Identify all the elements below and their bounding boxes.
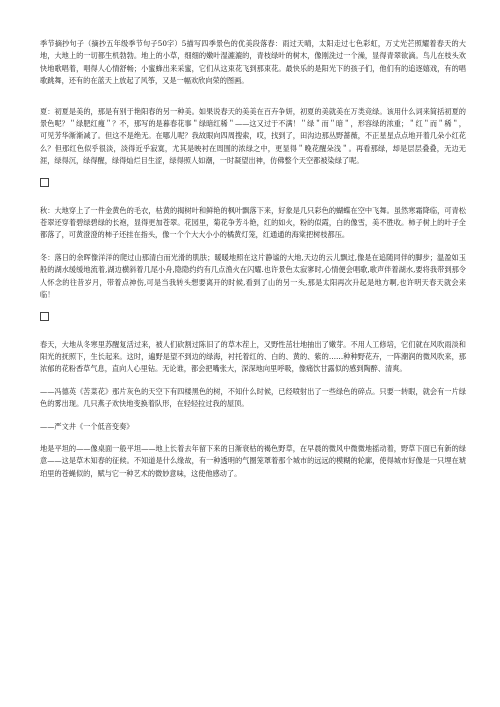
attribution-yan-wenjing: ——严文井《一个低音变奏》: [40, 421, 134, 431]
checkbox-icon[interactable]: [40, 312, 49, 321]
checkbox-icon[interactable]: [40, 178, 49, 187]
paragraph-winter: 冬：落日的余晖像洋洋的爬过山那清白而光滑的肌肤；暖暖地照在这片静谧的大地,天边的云儿飘过,像是在追随同伴的脚步；温盈如玉般的湖水缓缓地流着,湖边横斜着几尾小舟,隐隐约约有几点渔火在闪耀.也许景色太寂寥时,心情便会唱歌,歌声伴着湖水,要将我带到那令人怀念的往昔岁月，带着点神伤,可是当我转头想要离开的时候,看到了山的另一头,那是太阳再次升起是地方啊,也许明天春天就会来临！: [40, 252, 466, 300]
paragraph-plain: 地是平坦的——像桌面一般平坦——地上长着去年留下来的日渐衰枯的褐色野草，在早晨的微风中微微地摇动着，野草下面已有新的绿意——这是草木知春的征候。不知道是什么缘故，有一种透明的气圈笼罩着那个城市的远远的模糊的轮廓，使得城市好像是一只埋在琥珀里的苍蝇似的，赋与它一种艺术的微妙意味，这使他感动了。: [40, 443, 466, 478]
document-page: [40, 38, 466, 480]
paragraph-autumn: 秋：大地穿上了一件金黄色的毛衣，枯黄的揭树叶和鲜艳的枫叶飘落下来，好象是几只彩色的蝴蝶在空中飞舞。虽然寒霜降临，可青松苍翠还穿着碧绿碧绿的长袍，显得更加苍翠。花园里，菊花争芳斗艳，红的如火，粉的似霞，白的像雪，美不胜收。柿子树上的叶子全都落了，可黄澄澄的柿子还挂在指头，像一个个大大小小的橘黄灯笼，红通通的海棠把树枝都压。: [40, 205, 466, 240]
paragraph-summer: 夏：初夏是美的，那是有别于艳阳春的另一种美。如果说春天的美美在百卉争妍，初夏的美就美在万类竞绿。该用什么词来简括初夏的景色呢？＂绿肥红瘦＂？不，那写的是暮春花事＂绿暗红稀＂——这又过于不满！＂绿＂而＂暗＂，形容绿的浓重；＂红＂而＂稀＂，可见芳华渐渐减了。但这不是绝无。在哪儿呢？我故眼向四周搜索，哎，找到了，田沟边那丛野蔷薇，不正星星点点地开着几朵小红花么？但那红色似乎很淡，淡得近乎寂寞，尤其是映衬在周围的浓绿之中，更显得＂晚花醒朵浅＂。再看那绿，却是层层叠叠，无边无涯，绿得沉，绿得醒，绿得灿烂目生涩，绿得照人如潮，一时凝望出神，仿佛整个天空都被染绿了呢。: [40, 106, 466, 166]
paragraph-quote-feng: ——冯德英《苦菜花》那片灰色的天空下有四楼黑色的树，不知什么时候，已经喷射出了一些绿色的碎点。只要一转眼，就会有一片绿色的雾出现。几只燕子欢快地变换着队形，在轻轻拉过我的屋顶。: [40, 386, 466, 409]
paragraph-spring-quote: 春天，大地从冬寒里苏醒复活过来，被人们砍割过陈旧了的草木茬上，又野性茁壮地抽出了嫩芽。不用人工修培，它们就在风吹雨淡和阳光的抚照下，生长起来。这时，遍野是望不到边的绿海，衬托着红的、白的、黄的、紫的……种种野花卉，一阵潮润的微风吹来，那浓郁的花粉香草气息，直向人心里钻。无论谁，都会把嘴张大，深深地向里呼吸，像痛饮甘露似的感到陶醉、清爽。: [40, 339, 466, 374]
paragraph-spring-intro: 季节摘抄句子（摘抄五年级季节句子50字）5描写四季景色的优美段落春：雨过天晴，太阳走过七色彩虹，万丈光芒照耀着春天的大地，大地上的一切都生机勃勃。地上的小草，细细的嫩叶湿漉漉的，青枝绿叶的树木，像刚洗过一个澡，显得青翠欲滴。鸟儿在枝头欢快地歌唱着，唱得人心情舒畅；小蜜蜂出来采蜜，它们从这束花飞到那束花。最快乐的是阳光下的孩子们，他们有的追逐嬉戏，有的唱歌跳舞，还有的在蓝天上放起了风筝，又是一幅欢欣向荣的图画。: [40, 39, 466, 86]
